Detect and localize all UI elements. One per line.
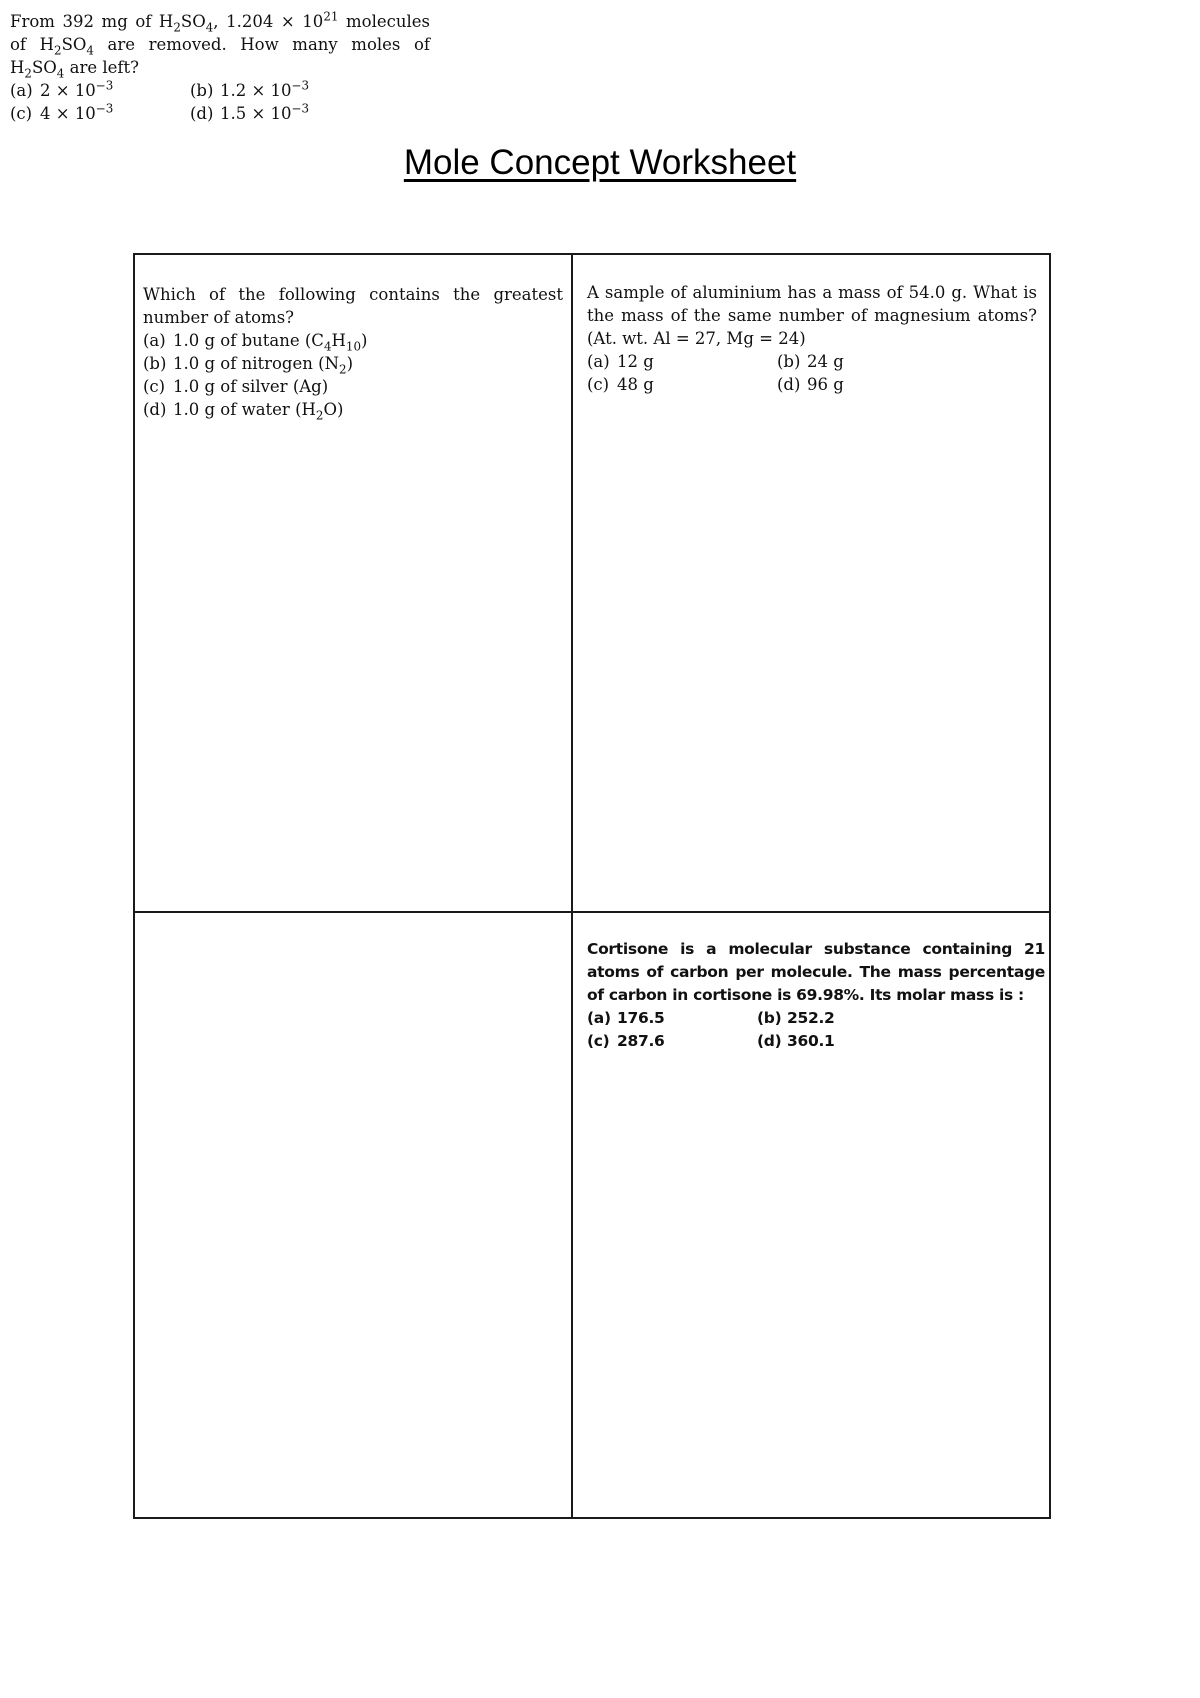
option-list bbox=[10, 79, 370, 125]
option-text: 96 g bbox=[807, 375, 844, 394]
option-letter: (a) bbox=[587, 352, 610, 371]
option-letter: (c) bbox=[587, 375, 610, 394]
option-text: 24 g bbox=[807, 352, 844, 371]
option-text: 287.6 bbox=[617, 1032, 665, 1050]
option-text: 1.0 g of water $(H_2O)$ bbox=[173, 400, 344, 423]
grid-divider-vertical bbox=[571, 255, 573, 1517]
option-letter: (a) bbox=[10, 81, 33, 100]
option-text: 360.1 bbox=[787, 1032, 835, 1050]
option-d[interactable] bbox=[143, 398, 563, 421]
option-b[interactable] bbox=[143, 352, 563, 375]
option-letter: (b) bbox=[757, 1009, 782, 1027]
option-b[interactable] bbox=[777, 350, 967, 373]
option-text: 1.0 g of silver (Ag) bbox=[173, 377, 329, 396]
option-a[interactable] bbox=[143, 329, 563, 352]
option-text: 1.0 g of nitrogen $(N_2)$ bbox=[173, 354, 354, 377]
option-letter: (a) bbox=[143, 331, 166, 350]
question-stem: A sample of aluminium has a mass of 54.0 g. What is the mass of the same number of magnesium atoms? (At. wt. Al = 27, Mg = 24) bbox=[587, 283, 1037, 348]
question-stem: Cortisone is a molecular substance containing 21 atoms of carbon per molecule. The mass percentage of carbon in cortisone is 69.98%. Its molar mass is : bbox=[587, 940, 1045, 1004]
option-letter: (d) bbox=[777, 375, 801, 394]
option-a[interactable] bbox=[10, 79, 190, 102]
option-letter: (b) bbox=[190, 81, 214, 100]
option-d[interactable] bbox=[777, 373, 967, 396]
question-stem: From 392 mg of $H_2SO_4$, $1.204 \times 10^{21}$ molecules of $H_2SO_4$ are removed. How many moles of $H_2SO_4$ are left? bbox=[10, 9, 431, 81]
option-letter: (c) bbox=[10, 104, 33, 123]
option-b[interactable] bbox=[757, 1007, 927, 1030]
option-letter: (b) bbox=[143, 354, 167, 373]
grid-divider-horizontal bbox=[135, 911, 1049, 913]
option-b[interactable] bbox=[190, 79, 370, 102]
page-title: Mole Concept Worksheet bbox=[403, 143, 797, 182]
option-text: $2 \times 10^{-3}$ bbox=[40, 78, 114, 100]
option-letter: (b) bbox=[777, 352, 801, 371]
question-1 bbox=[143, 283, 563, 421]
option-list bbox=[587, 1007, 927, 1053]
option-letter: (c) bbox=[587, 1032, 610, 1050]
worksheet-grid bbox=[133, 253, 1051, 1519]
option-text: 1.0 g of butane $(C_4H_{10})$ bbox=[173, 331, 368, 354]
option-c[interactable] bbox=[587, 1030, 757, 1053]
option-letter: (c) bbox=[143, 377, 166, 396]
option-text: $1.2 \times 10^{-3}$ bbox=[220, 78, 310, 100]
option-letter: (d) bbox=[190, 104, 214, 123]
option-letter: (a) bbox=[587, 1009, 611, 1027]
option-c[interactable] bbox=[10, 102, 190, 125]
option-text: 252.2 bbox=[787, 1009, 835, 1027]
option-c[interactable] bbox=[143, 375, 563, 398]
option-text: 176.5 bbox=[617, 1009, 665, 1027]
question-3 bbox=[587, 938, 1045, 1053]
question-0 bbox=[10, 10, 430, 125]
question-stem: Which of the following contains the greatest number of atoms? bbox=[143, 285, 563, 327]
option-letter: (d) bbox=[757, 1032, 782, 1050]
option-c[interactable] bbox=[587, 373, 777, 396]
option-a[interactable] bbox=[587, 350, 777, 373]
option-a[interactable] bbox=[587, 1007, 757, 1030]
option-list bbox=[143, 329, 563, 421]
option-d[interactable] bbox=[190, 102, 370, 125]
option-text: $1.5 \times 10^{-3}$ bbox=[220, 101, 310, 123]
option-text: $4 \times 10^{-3}$ bbox=[40, 101, 114, 123]
option-d[interactable] bbox=[757, 1030, 927, 1053]
question-2 bbox=[587, 281, 1037, 396]
option-list bbox=[587, 350, 967, 396]
option-letter: (d) bbox=[143, 400, 167, 419]
option-text: 48 g bbox=[617, 375, 654, 394]
option-text: 12 g bbox=[617, 352, 654, 371]
